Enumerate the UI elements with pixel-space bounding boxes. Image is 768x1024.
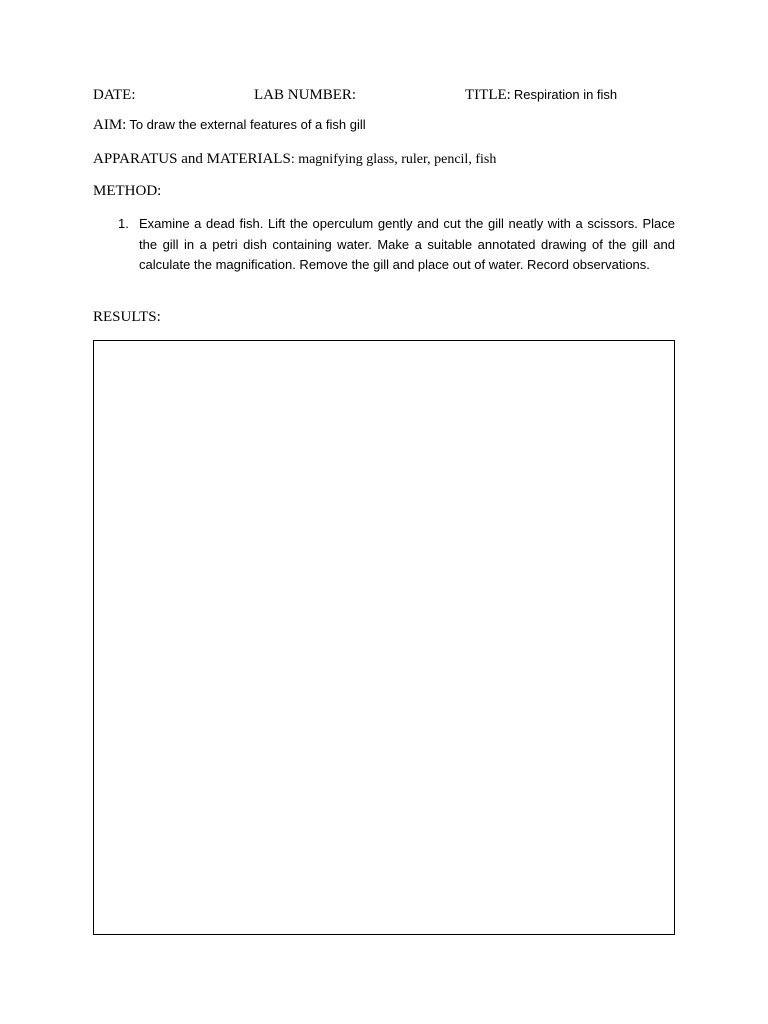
apparatus-section <box>93 151 496 168</box>
title-separator: : <box>506 87 511 103</box>
aim-value: To draw the external features of a fish gill <box>129 117 366 132</box>
method-step-number: 1. <box>118 216 129 231</box>
results-label: RESULTS: <box>93 309 161 325</box>
aim-section <box>93 117 366 134</box>
title-field <box>465 87 617 104</box>
method-step-text: Examine a dead fish. Lift the operculum gently and cut the gill neatly with a scissors. Place the gill in a petri dish containing water. Make a suitable annotated drawing of the gill and calculate the magnification. Remove the gill and place out of water. Record observations. <box>139 216 675 273</box>
lab-number-label: LAB NUMBER: <box>254 87 357 103</box>
title-value: Respiration in fish <box>513 87 618 102</box>
apparatus-value: : magnifying glass, ruler, pencil, fish <box>290 152 497 167</box>
aim-label: AIM: <box>93 117 127 133</box>
date-label: DATE: <box>93 87 136 103</box>
method-label: METHOD: <box>93 183 162 199</box>
method-step <box>118 214 675 276</box>
title-label: TITLE <box>465 87 507 103</box>
apparatus-label: APPARATUS and MATERIALS <box>93 151 291 167</box>
results-drawing-box <box>93 340 675 935</box>
method-steps-list <box>118 214 675 276</box>
